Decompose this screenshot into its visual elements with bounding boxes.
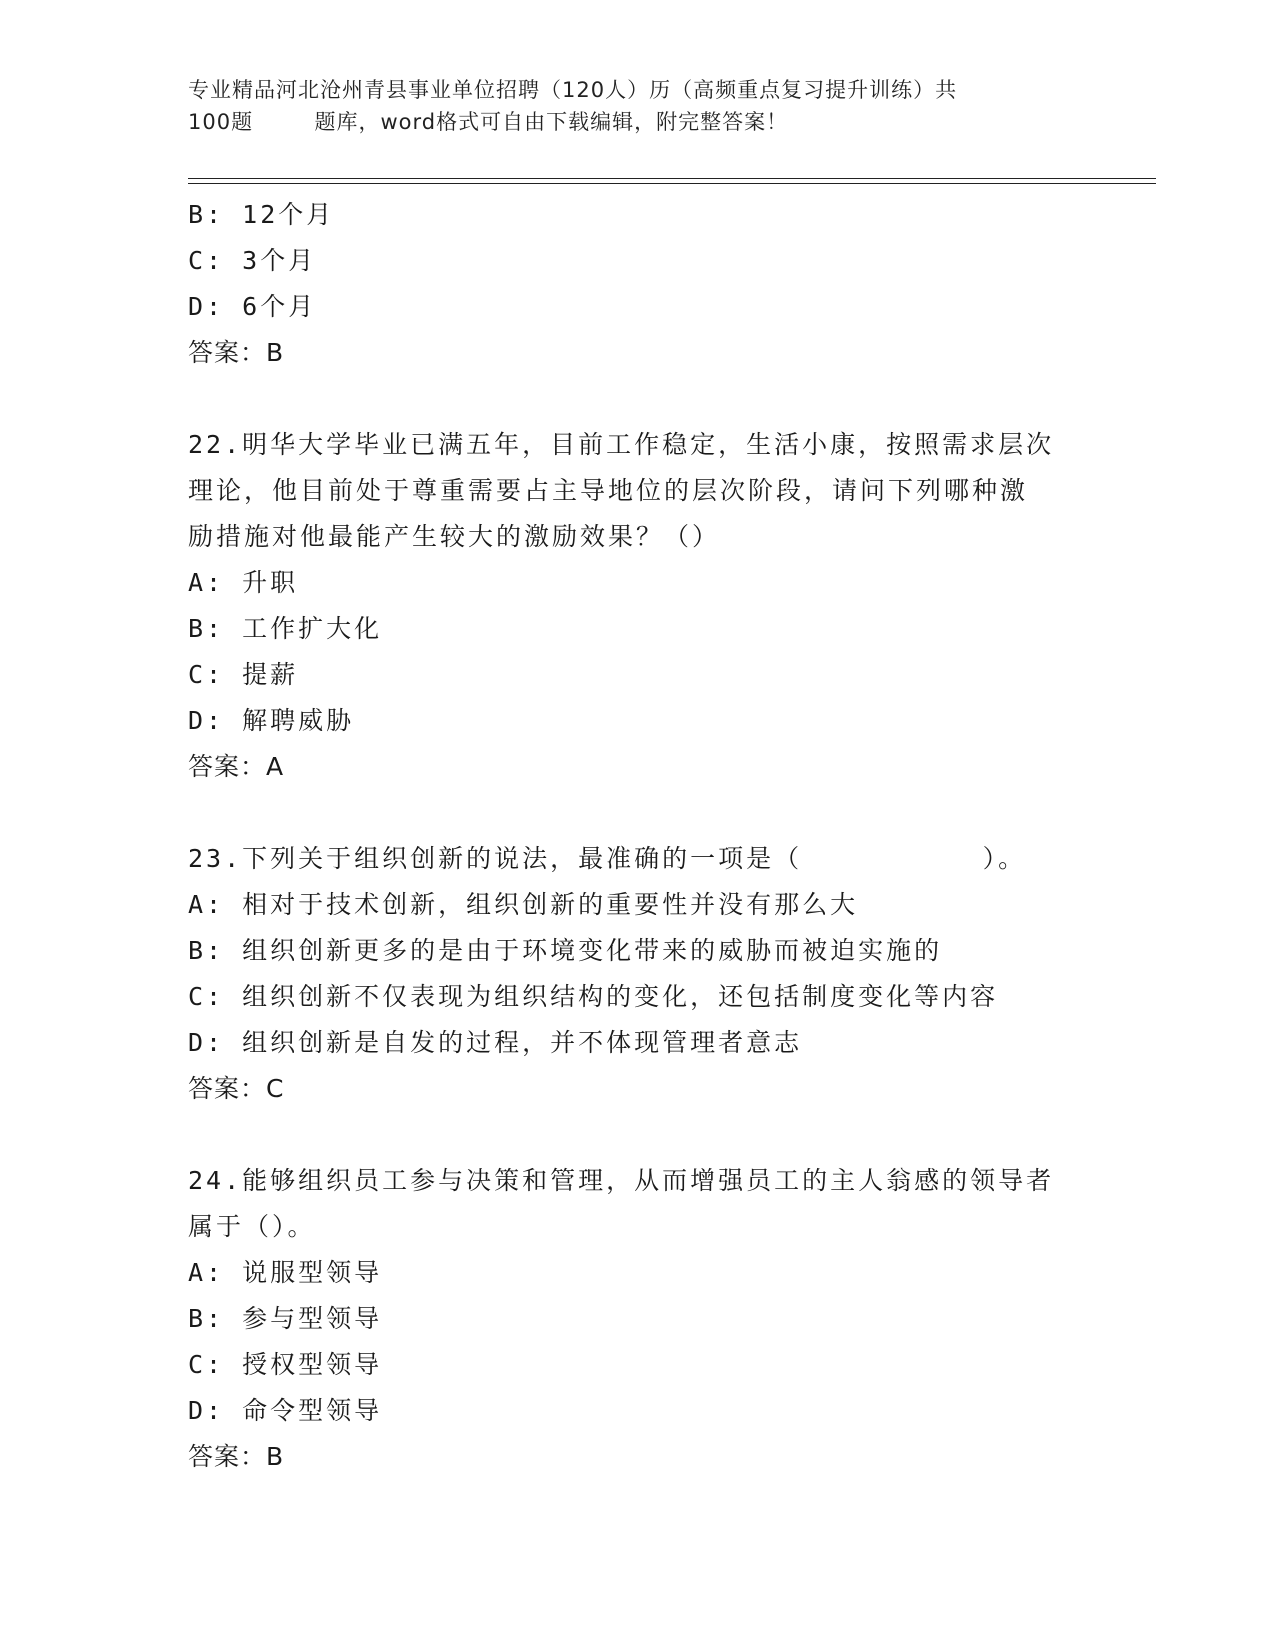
header-divider-bottom xyxy=(188,183,1156,184)
option-d: D: 解聘威胁 xyxy=(188,706,355,735)
question-24 xyxy=(188,1158,1088,1480)
option-d: D: 6个月 xyxy=(188,292,317,321)
option-d: D: 组织创新是自发的过程，并不体现管理者意志 xyxy=(188,1028,803,1057)
question-stem-line: 励措施对他最能产生较大的激励效果？（） xyxy=(188,522,721,551)
question-stem-line: 24.能够组织员工参与决策和管理，从而增强员工的主人翁感的领导者 xyxy=(188,1166,1055,1195)
option-b: B: 组织创新更多的是由于环境变化带来的威胁而被迫实施的 xyxy=(188,936,943,965)
spacer xyxy=(188,1112,1088,1158)
question-stem-line: 理论，他目前处于尊重需要占主导地位的层次阶段，请问下列哪种激 xyxy=(188,476,1029,505)
spacer xyxy=(188,790,1088,836)
option-a: A: 升职 xyxy=(188,568,299,597)
option-a: A: 说服型领导 xyxy=(188,1258,383,1287)
answer-line: 答案：A xyxy=(188,752,285,781)
answer-line: 答案：C xyxy=(188,1074,285,1103)
option-b: B: 12个月 xyxy=(188,200,335,229)
question-stem-line: 22.明华大学毕业已满五年，目前工作稳定，生活小康，按照需求层次 xyxy=(188,430,1055,459)
option-a: A: 相对于技术创新，组织创新的重要性并没有那么大 xyxy=(188,890,859,919)
option-b: B: 参与型领导 xyxy=(188,1304,383,1333)
question-stem-line: 属于（）。 xyxy=(188,1212,316,1241)
question-list xyxy=(188,192,1088,1480)
question-23 xyxy=(188,836,1088,1112)
option-d: D: 命令型领导 xyxy=(188,1396,383,1425)
document-header xyxy=(188,74,1088,138)
option-c: C: 3个月 xyxy=(188,246,317,275)
spacer xyxy=(188,376,1088,422)
header-line-2: 100题 题库，word格式可自由下载编辑，附完整答案！ xyxy=(188,110,789,134)
question-stem-line: 23.下列关于组织创新的说法，最准确的一项是（ ）。 xyxy=(188,844,1027,873)
header-line-1: 专业精品河北沧州青县事业单位招聘（120人）历（高频重点复习提升训练）共 xyxy=(188,78,958,102)
option-c: C: 提薪 xyxy=(188,660,299,689)
answer-line: 答案：B xyxy=(188,1442,285,1471)
answer-line: 答案：B xyxy=(188,338,285,367)
option-b: B: 工作扩大化 xyxy=(188,614,383,643)
option-c: C: 组织创新不仅表现为组织结构的变化，还包括制度变化等内容 xyxy=(188,982,999,1011)
option-c: C: 授权型领导 xyxy=(188,1350,383,1379)
header-divider-top xyxy=(188,178,1156,179)
question-22 xyxy=(188,422,1088,790)
question-21-tail xyxy=(188,192,1088,376)
